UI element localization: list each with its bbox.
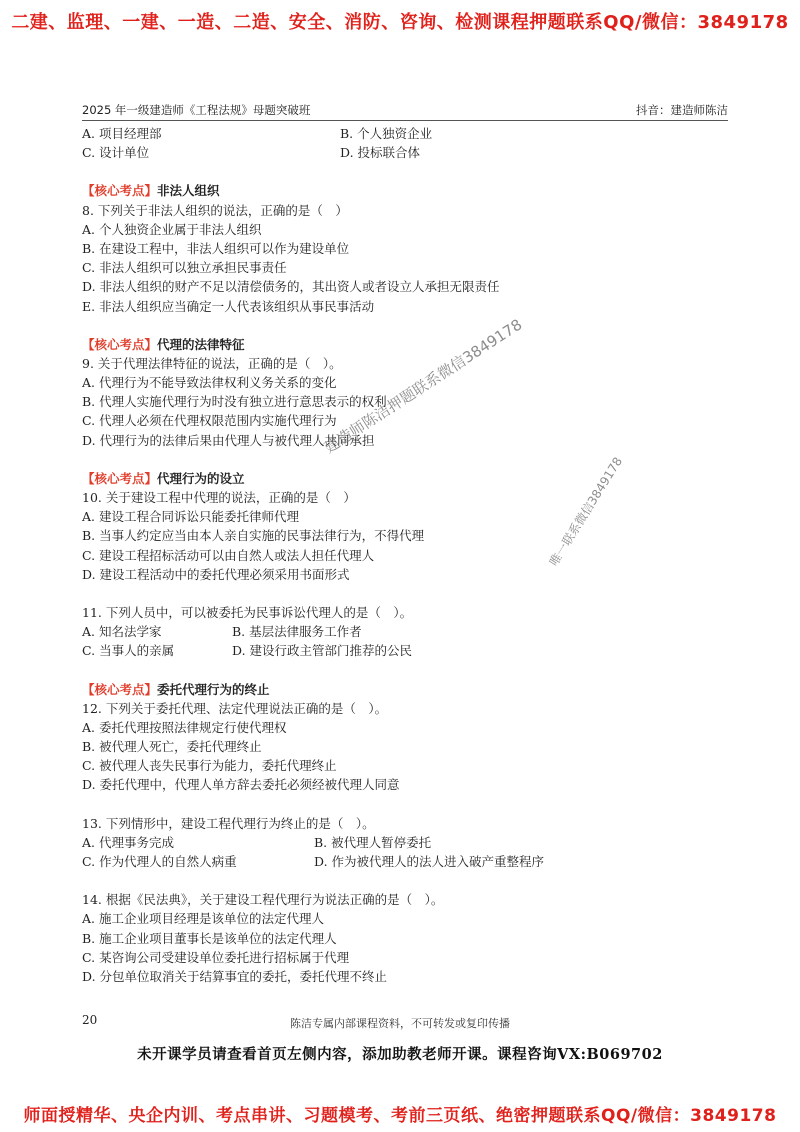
option: B. 个人独资企业 <box>340 126 433 141</box>
top-banner: 二建、监理、一建、一造、二造、安全、消防、咨询、检测课程押题联系QQ/微信：3849178 <box>11 12 789 33</box>
option: A. 代理事务完成 <box>82 834 174 850</box>
footer-course-note: 未开课学员请查看首页左侧内容，添加助教老师开课。课程咨询VX:B069702 <box>137 1046 663 1063</box>
option: C. 建设工程招标活动可以由自然人或法人担任代理人 <box>82 547 375 563</box>
option: B. 被代理人暂停委托 <box>314 834 432 850</box>
option: B. 被代理人死亡，委托代理终止 <box>82 739 262 755</box>
section-heading <box>82 181 728 200</box>
question-stem: 10. 关于建设工程中代理的说法，正确的是（ ） <box>82 490 356 505</box>
question-stem: 8. 下列关于非法人组织的说法，正确的是（ ） <box>82 202 348 218</box>
watermark: 建造师陈洁押题联系微信3849178 <box>321 315 526 457</box>
option: D. 建设行政主管部门推荐的公民 <box>232 643 413 659</box>
option: D. 作为被代理人的法人进入破产重整程序 <box>314 854 545 869</box>
option-row <box>82 143 728 162</box>
question-content <box>82 124 728 986</box>
option-row <box>82 124 728 143</box>
option: B. 施工企业项目董事长是该单位的法定代理人 <box>82 930 337 946</box>
bottom-banner: 师面授精华、央企内训、考点串讲、习题模考、考前三页纸、绝密押题联系QQ/微信：3849178 <box>23 1106 777 1126</box>
question-stem: 12. 下列关于委托代理、法定代理说法正确的是（ ）。 <box>82 700 388 716</box>
option: C. 非法人组织可以独立承担民事责任 <box>82 260 287 276</box>
page-number: 20 <box>82 1013 98 1027</box>
option: A. 代理行为不能导致法律权利义务关系的变化 <box>82 375 337 391</box>
option: A. 知名法学家 <box>82 624 162 640</box>
option: C. 设计单位 <box>82 145 150 161</box>
option: B. 在建设工程中，非法人组织可以作为建设单位 <box>82 240 350 256</box>
option-row <box>82 641 728 660</box>
option: D. 委托代理中，代理人单方辞去委托必须经被代理人同意 <box>82 777 400 793</box>
option: B. 基层法律服务工作者 <box>232 624 362 640</box>
question-stem: 11. 下列人员中，可以被委托为民事诉讼代理人的是（ ）。 <box>82 604 413 620</box>
section-title: 委托代理行为的终止 <box>157 681 270 697</box>
page-header <box>82 102 728 121</box>
option: D. 投标联合体 <box>340 145 421 161</box>
watermark: 唯一联系微信3849178 <box>546 454 626 569</box>
section-tag: 【核心考点】 <box>82 681 158 697</box>
header-author: 抖音：建造师陈洁 <box>636 103 728 117</box>
option: E. 非法人组织应当确定一人代表该组织从事民事活动 <box>82 298 375 314</box>
section-tag: 【核心考点】 <box>82 183 158 199</box>
section-heading <box>82 335 728 354</box>
section-tag: 【核心考点】 <box>82 336 158 352</box>
option: D. 代理行为的法律后果由代理人与被代理人共同承担 <box>82 432 375 448</box>
question-stem: 9. 关于代理法律特征的说法，正确的是（ ）。 <box>82 355 342 371</box>
option-row <box>82 833 728 852</box>
header-course-title: 2025 年一级建造师《工程法规》母题突破班 <box>82 103 311 117</box>
option: D. 建设工程活动中的委托代理必须采用书面形式 <box>82 566 350 582</box>
section-heading <box>82 680 728 699</box>
option: B. 当事人约定应当由本人亲自实施的民事法律行为，不得代理 <box>82 528 425 544</box>
section-title: 代理的法律特征 <box>157 336 245 352</box>
option: D. 非法人组织的财产不足以清偿债务的，其出资人或者设立人承担无限责任 <box>82 279 500 295</box>
option: A. 委托代理按照法律规定行使代理权 <box>82 719 287 735</box>
option: A. 项目经理部 <box>82 126 162 141</box>
option: C. 某咨询公司受建设单位委托进行招标属于代理 <box>82 949 350 965</box>
option: D. 分包单位取消关于结算事宜的委托，委托代理不终止 <box>82 968 388 984</box>
option-row <box>82 622 728 641</box>
section-tag: 【核心考点】 <box>82 470 158 486</box>
footer-copyright: 陈洁专属内部课程资料，不可转发或复印传播 <box>290 1017 510 1030</box>
option: C. 作为代理人的自然人病重 <box>82 854 237 869</box>
question-stem: 14. 根据《民法典》，关于建设工程代理行为说法正确的是（ ）。 <box>82 892 444 908</box>
option: C. 被代理人丧失民事行为能力，委托代理终止 <box>82 758 337 774</box>
section-title: 非法人组织 <box>157 183 220 199</box>
option: C. 当事人的亲属 <box>82 643 175 659</box>
option: B. 代理人实施代理行为时没有独立进行意思表示的权利 <box>82 394 387 410</box>
option: C. 代理人必须在代理权限范围内实施代理行为 <box>82 413 337 429</box>
option-row <box>82 852 728 871</box>
question-stem: 13. 下列情形中，建设工程代理行为终止的是（ ）。 <box>82 815 375 831</box>
option: A. 施工企业项目经理是该单位的法定代理人 <box>82 911 324 927</box>
option: A. 个人独资企业属于非法人组织 <box>82 221 262 237</box>
option: A. 建设工程合同诉讼只能委托律师代理 <box>82 509 299 525</box>
section-title: 代理行为的设立 <box>157 470 245 486</box>
section-heading <box>82 469 728 488</box>
